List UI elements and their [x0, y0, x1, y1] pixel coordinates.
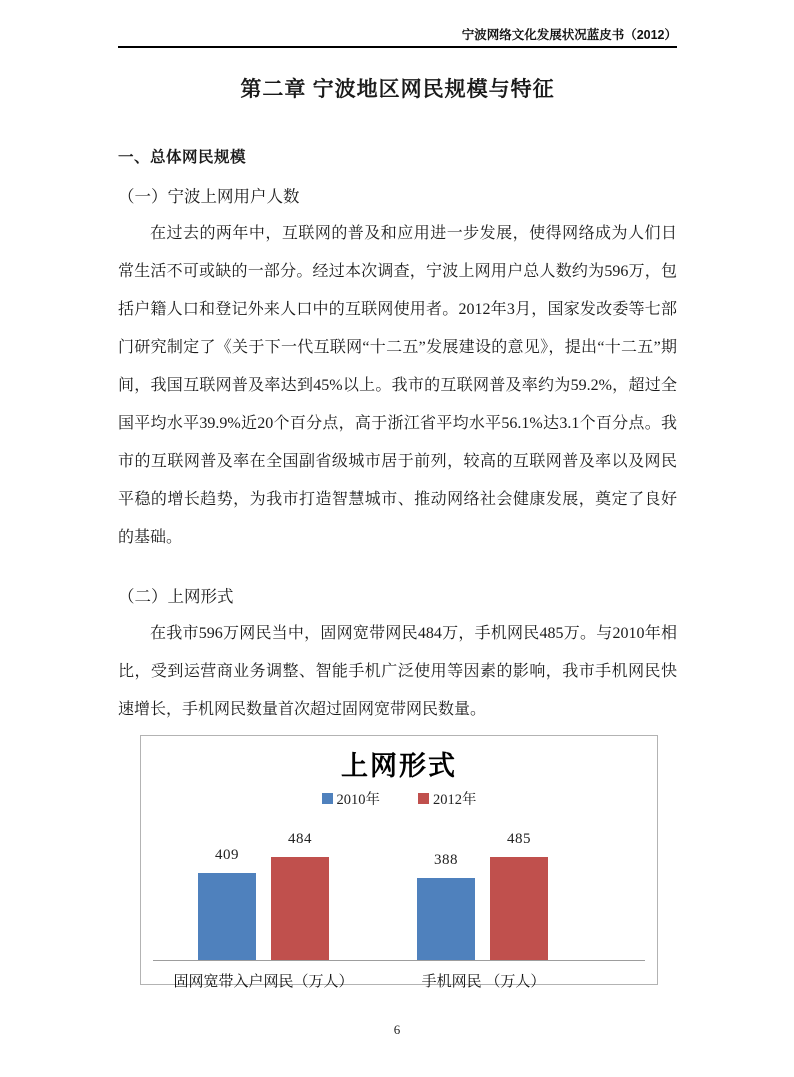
bar-group-mobile — [417, 831, 548, 960]
plot-area — [153, 809, 645, 961]
legend-item-2012 — [418, 788, 477, 809]
page-number: 6 — [393, 1022, 401, 1037]
subsection-2-heading: （二）上网形式 — [118, 587, 234, 606]
section-heading-overall-netizen-scale: 一、总体网民规模 — [118, 149, 247, 166]
subsection-2-paragraph: 在我市596万网民当中，固网宽带网民484万，手机网民485万。与2010年相比，受到运营商业务调整、智能手机广泛使用等因素的影响，我市手机网民快速增长，手机网民数量首次超过固网宽带网民数量。 — [118, 625, 677, 718]
legend-swatch-2010 — [322, 793, 333, 804]
chapter-title: 第二章 宁波地区网民规模与特征 — [240, 77, 555, 101]
chart-legend — [141, 788, 657, 809]
legend-label-2012: 2012年 — [433, 792, 477, 808]
bar-value-label-2012-broadband: 484 — [288, 831, 312, 847]
bar-value-label-2010-mobile: 388 — [434, 852, 458, 868]
bar-group-broadband — [198, 831, 329, 960]
bar-2012-mobile — [490, 831, 548, 960]
category-label-mobile: 手机网民 （万人） — [421, 974, 546, 990]
legend-label-2010: 2010年 — [336, 792, 380, 808]
category-label-broadband: 固网宽带入户网民（万人） — [173, 974, 354, 990]
running-header: 宁波网络文化发展状况蓝皮书（2012） — [461, 28, 677, 42]
legend-item-2010 — [322, 788, 381, 809]
bar-2012-broadband — [271, 831, 329, 960]
bar-2010-broadband — [198, 847, 256, 960]
bar-value-label-2012-mobile: 485 — [507, 831, 531, 847]
category-axis — [141, 961, 657, 993]
subsection-1-paragraph: 在过去的两年中，互联网的普及和应用进一步发展，使得网络成为人们日常生活不可或缺的一部分。经过本次调查，宁波上网用户总人数约为596万，包括户籍人口和登记外来人口中的互联网使用者。2012年3月，国家发改委等七部门研究制定了《关于下一代互联网“十二五”发展建设的意见》，提出“十二五”期间，我国互联网普及率达到45%以上。我市的互联网普及率约为59.2%，超过全国平均水平39.9%近20个百分点，高于浙江省平均水平56.1%达3.1个百分点。我市的互联网普及率在全国副省级城市居于前列，较高的互联网普及率以及网民平稳的增长趋势，为我市打造智慧城市、推动网络社会健康发展，奠定了良好的基础。 — [118, 225, 677, 546]
bar-value-label-2010-broadband: 409 — [215, 847, 239, 863]
header-rule — [118, 46, 677, 48]
legend-swatch-2012 — [418, 793, 429, 804]
bar-2010-mobile — [417, 852, 475, 960]
bar-chart-internet-access-form — [140, 735, 658, 990]
chart-title: 上网形式 — [341, 751, 457, 781]
subsection-1-heading: （一）宁波上网用户人数 — [118, 187, 300, 206]
